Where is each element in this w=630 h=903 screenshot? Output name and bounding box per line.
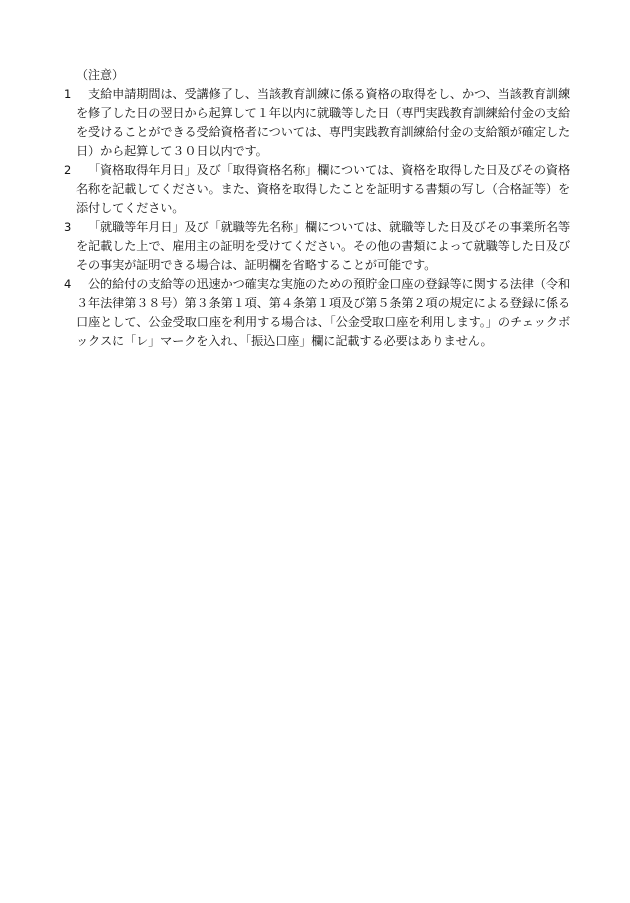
notes-list — [64, 85, 570, 351]
note-number: 4 — [64, 277, 72, 291]
note-item — [64, 218, 570, 275]
note-item — [64, 85, 570, 161]
note-text: 「就職等年月日」及び「就職等先名称」欄については、就職等した日及びその事業所名等を記載した上で、雇用主の証明を受けてください。その他の書類によって就職等した日及びその事実が証明できる場合は、証明欄を省略することが可能です。 — [76, 220, 570, 272]
note-text: 「資格取得年月日」及び「取得資格名称」欄については、資格を取得した日及びその資格名称を記載してください。また、資格を取得したことを証明する書類の写し（合格証等）を添付してください。 — [76, 163, 570, 215]
notes-heading: （注意） — [76, 68, 125, 82]
note-item — [64, 161, 570, 218]
note-item — [64, 275, 570, 351]
note-number: 1 — [64, 87, 72, 101]
note-number: 2 — [64, 163, 72, 177]
note-text: 公的給付の支給等の迅速かつ確実な実施のための預貯金口座の登録等に関する法律（令和３年法律第３８号）第３条第１項、第４条第１項及び第５条第２項の規定による登録に係る口座として、公金受取口座を利用する場合は、「公金受取口座を利用します。」のチェックボックスに「レ」マークを入れ、「振込口座」欄に記載する必要はありません。 — [76, 277, 570, 348]
note-number: 3 — [64, 220, 72, 234]
note-text: 支給申請期間は、受講修了し、当該教育訓練に係る資格の取得をし、かつ、当該教育訓練を修了した日の翌日から起算して１年以内に就職等した日（専門実践教育訓練給付金の支給を受けることができる受給資格者については、専門実践教育訓練給付金の支給額が確定した日）から起算して３０日以内です。 — [76, 87, 570, 158]
